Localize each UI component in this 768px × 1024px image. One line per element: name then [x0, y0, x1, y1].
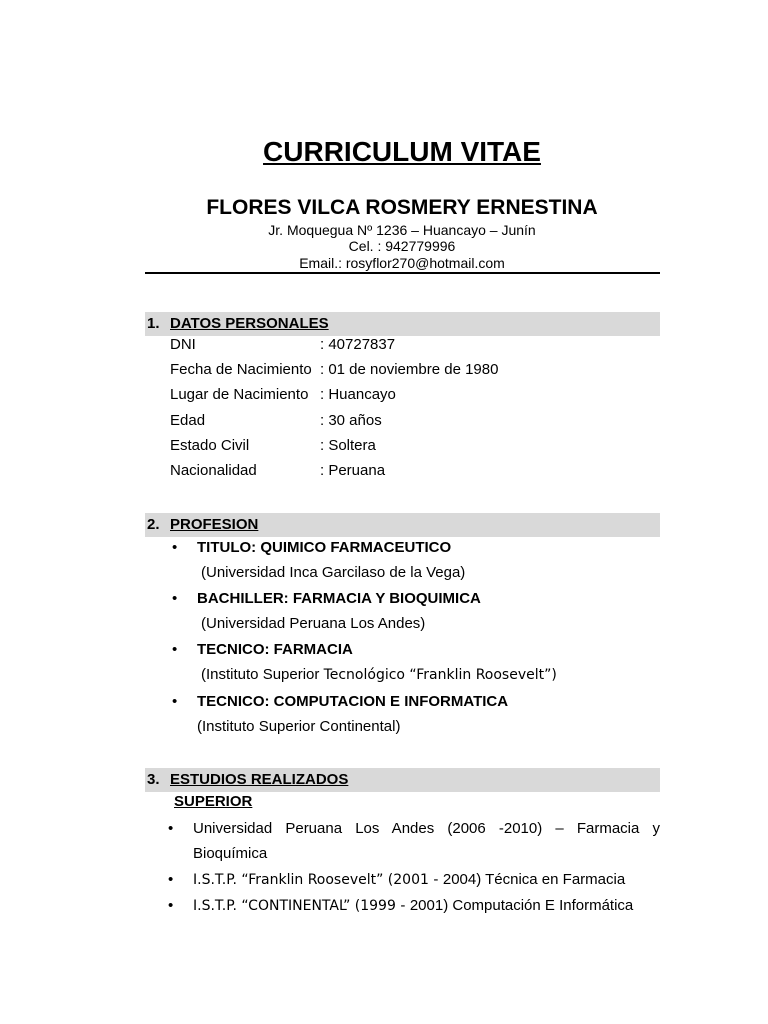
profession-title: BACHILLER: FARMACIA Y BIOQUIMICA [197, 590, 481, 607]
field-label: Lugar de Nacimiento [170, 386, 309, 403]
profession-detail: (Instituto Superior Continental) [197, 718, 401, 735]
bullet-icon: • [168, 871, 174, 888]
bullet-icon: • [172, 693, 178, 710]
section-number: 2. [147, 516, 160, 533]
section-label: PROFESION [170, 516, 259, 533]
field-value: : Soltera [320, 437, 376, 454]
study-item-line: Bioquímica [193, 845, 268, 862]
profession-detail [201, 665, 557, 685]
field-label: Edad [170, 412, 206, 429]
field-label: Nacionalidad [170, 462, 257, 479]
bullet-icon: • [172, 590, 178, 607]
person-name: FLORES VILCA ROSMERY ERNESTINA [206, 196, 598, 219]
section-number: 1. [147, 315, 160, 332]
profession-detail: (Universidad Inca Garcilaso de la Vega) [201, 564, 466, 581]
profession-detail: (Universidad Peruana Los Andes) [201, 615, 426, 632]
bullet-icon: • [172, 539, 178, 556]
address-line: Jr. Moquegua Nº 1236 – Huancayo – Junín [268, 222, 536, 238]
phone-line: Cel. : 942779996 [348, 238, 456, 254]
section-label: ESTUDIOS REALIZADOS [170, 771, 349, 788]
field-label: DNI [170, 336, 196, 353]
study-item-part: 2004) Técnica en Farmacia [442, 871, 626, 888]
document-title: CURRICULUM VITAE [263, 136, 541, 167]
bullet-icon: • [168, 820, 174, 837]
study-item [193, 896, 633, 916]
section-label: DATOS PERSONALES [170, 315, 329, 332]
field-value: : 01 de noviembre de 1980 [320, 361, 499, 378]
study-item-part: I.S.T.P. “Franklin Roosevelt” (2001 - [193, 872, 443, 888]
study-item-line: Universidad Peruana Los Andes (2006 -2010) – Farmacia y [193, 820, 660, 837]
field-label: Fecha de Nacimiento [170, 361, 312, 378]
profession-title: TITULO: QUIMICO FARMACEUTICO [197, 539, 452, 556]
field-value: : 40727837 [320, 336, 396, 353]
section-studies-heading [145, 768, 660, 792]
profession-title: TECNICO: FARMACIA [197, 641, 353, 658]
studies-subheading: SUPERIOR [174, 793, 253, 810]
profession-title: TECNICO: COMPUTACION E INFORMATICA [197, 693, 509, 710]
bullet-icon: • [168, 897, 174, 914]
email-line: Email.: rosyflor270@hotmail.com [299, 255, 505, 271]
profession-detail-part: (Instituto Superior [201, 666, 324, 683]
study-item [193, 870, 625, 890]
section-personal-heading [145, 312, 660, 336]
section-profession-heading [145, 513, 660, 537]
bullet-icon: • [172, 641, 178, 658]
section-number: 3. [147, 771, 160, 788]
field-label: Estado Civil [170, 437, 250, 454]
study-item-part: I.S.T.P. “CONTINENTAL” (1999 - [193, 898, 410, 914]
profession-detail-part: Tecnológico “Franklin Roosevelt”) [323, 667, 557, 683]
field-value: : 30 años [320, 412, 382, 429]
study-item-part: 2001) Computación E Informática [409, 897, 634, 914]
field-value: : Huancayo [320, 386, 396, 403]
field-value: : Peruana [320, 462, 386, 479]
header-divider [145, 272, 660, 274]
